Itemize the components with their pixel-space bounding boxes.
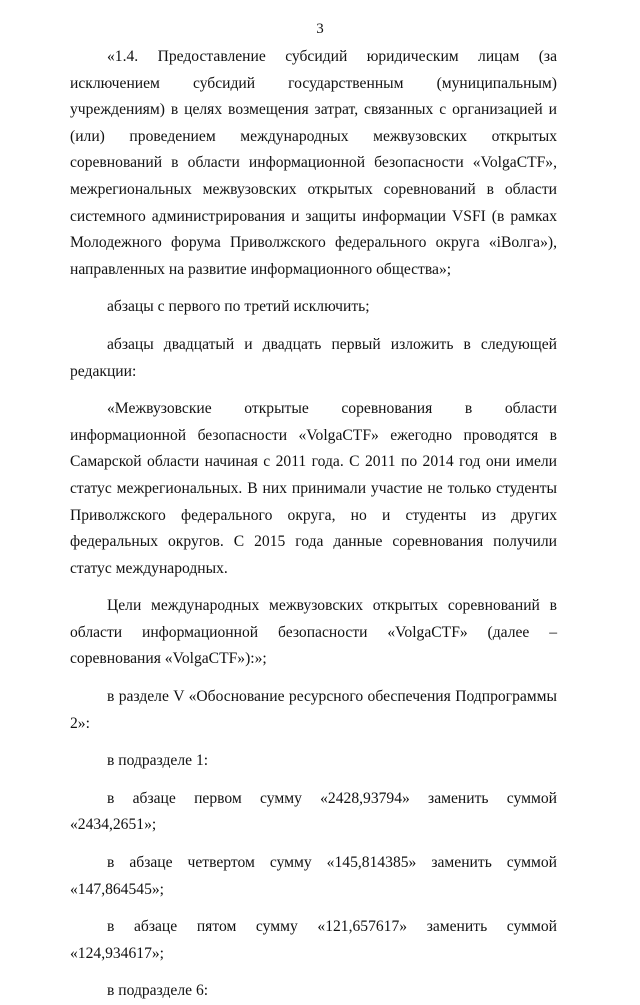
paragraph-subsection-1: в подразделе 1:: [107, 752, 209, 770]
paragraph-restate-paragraphs: абзацы двадцатый и двадцать первый изложить в следующей редакции:: [70, 335, 557, 380]
paragraph-exclude-first-paragraphs: абзацы с первого по третий исключить;: [107, 298, 370, 316]
paragraph-amount-fifth: в абзаце пятом сумму «121,657617» заменить суммой «124,934617»;: [70, 918, 557, 962]
paragraph-subsection-6: в подразделе 6:: [107, 982, 209, 1000]
document-body: [70, 44, 557, 1005]
paragraph-section-v: в разделе V «Обоснование ресурсного обеспечения Подпрограммы 2»:: [70, 688, 557, 732]
paragraph-volgactf-goals: Цели международных межвузовских открытых соревнований в области информационной безопасности «VolgaCTF» (далее – соревнования «VolgaCTF»):»;: [70, 597, 557, 668]
paragraph-amount-first: в абзаце первом сумму «2428,93794» заменить суммой «2434,2651»;: [70, 789, 557, 834]
paragraph-volgactf-description: «Межвузовские открытые соревнования в области информационной безопасности «VolgaCTF» ежегодно проводятся в Самарской области начиная с 2011 года. С 2011 по 2014 год они имели статус межрегиональных. В них принимали участие не только студенты Приволжского федерального округа, но и студенты из других федеральных округов. С 2015 года данные соревнования получили статус международных.: [70, 400, 557, 577]
paragraph-amount-fourth: в абзаце четвертом сумму «145,814385» заменить суммой «147,864545»;: [70, 854, 557, 898]
page-number: 3: [316, 21, 324, 37]
paragraph-section-1-4-title: «1.4. Предоставление субсидий юридическим лицам (за исключением субсидий государственным (муниципальным) учреждениям) в целях возмещения затрат, связанных с организацией и (или) проведением международных межвузовских открытых соревнований в области информационной безопасности «VolgaCTF», межрегиональных межвузовских открытых соревнований в области системного администрирования и защиты информации VSFI (в рамках Молодежного форума Приволжского федерального округа «iВолга»), направленных на развитие информационного общества»;: [70, 48, 557, 278]
